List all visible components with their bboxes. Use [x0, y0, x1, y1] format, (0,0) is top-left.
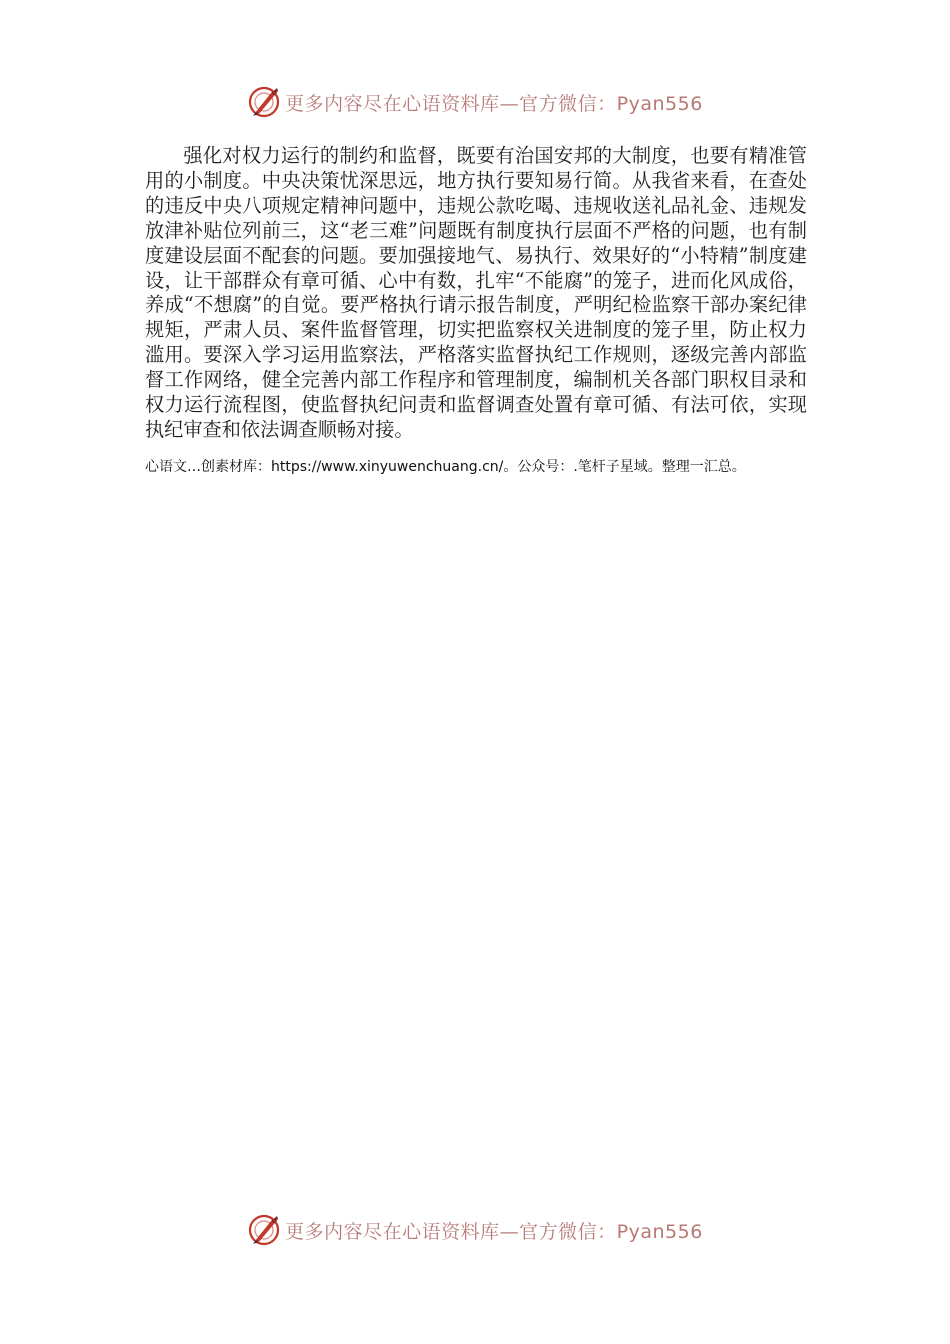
- footer-banner-text: [285, 1217, 703, 1244]
- footer-banner-handle: Pyan556: [616, 1220, 703, 1243]
- header-banner-text: [285, 89, 703, 116]
- document-body: [145, 144, 807, 477]
- footer-banner-label: 更多内容尽在心语资料库—官方微信：: [285, 1220, 617, 1243]
- header-banner-handle: Pyan556: [616, 92, 703, 115]
- quill-pen-logo-icon: [247, 85, 281, 119]
- header-banner-label: 更多内容尽在心语资料库—官方微信：: [285, 92, 617, 115]
- footer-banner: [0, 1210, 950, 1250]
- quill-pen-logo-icon: [247, 1213, 281, 1247]
- source-line: 心语文…创素材库：https://www.xinyuwenchuang.cn/。公众号：.笔杆子星域。整理一汇总。: [145, 458, 746, 475]
- header-banner: [0, 82, 950, 122]
- body-paragraph: 强化对权力运行的制约和监督，既要有治国安邦的大制度，也要有精准管用的小制度。中央决策忧深思远，地方执行要知易行简。从我省来看，在查处的违反中央八项规定精神问题中，违规公款吃喝、违规收送礼品礼金、违规发放津补贴位列前三，这“老三难”问题既有制度执行层面不严格的问题，也有制度建设层面不配套的问题。要加强接地气、易执行、效果好的“小特精”制度建设，让干部群众有章可循、心中有数，扎牢“不能腐”的笼子，进而化风成俗，养成“不想腐”的自觉。要严格执行请示报告制度，严明纪检监察干部办案纪律规矩，严肃人员、案件监督管理，切实把监察权关进制度的笼子里，防止权力滥用。要深入学习运用监察法，严格落实监督执纪工作规则，逐级完善内部监督工作网络，健全完善内部工作程序和管理制度，编制机关各部门职权目录和权力运行流程图，使监督执纪问责和监督调查处置有章可循、有法可依，实现执纪审查和依法调查顺畅对接。: [145, 144, 807, 441]
